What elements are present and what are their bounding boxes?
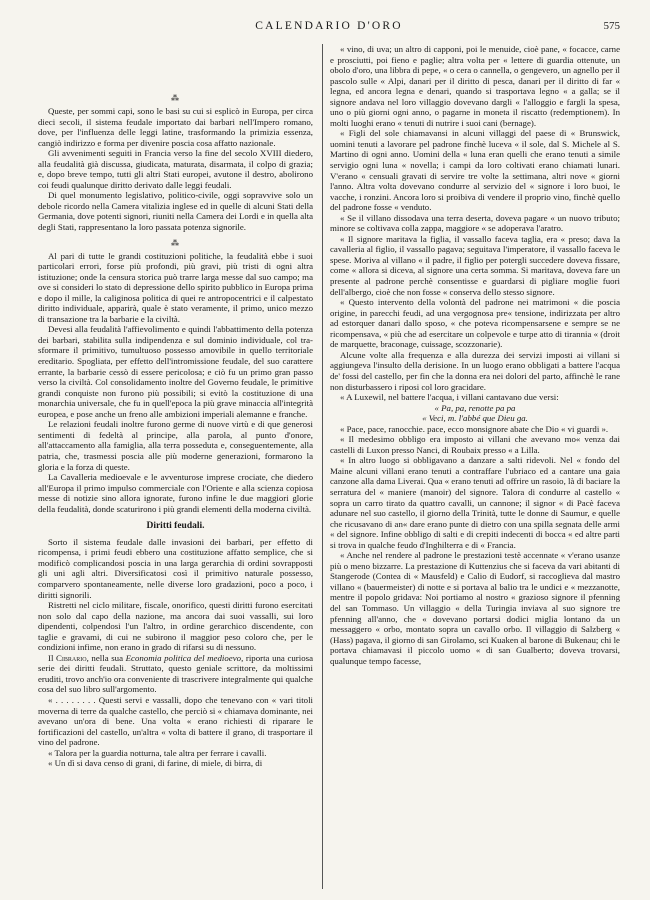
- book-title: Economia politica del medioevo: [125, 652, 242, 663]
- paragraph: Di quel monumento legislativo, politico-civile, oggi sopravvive solo un debole ricordo nella Camera vitalizia inglese ed in quelle di alcuni Stati della Germania, dove potenti signori, riuniti nella Camera dei Lordi e in quella alta degli Stati, rappresentano la loro passata potenza signorile.: [38, 190, 313, 233]
- quote-paragraph: « Se il villano dissodava una terra deserta, doveva pagare « un nuovo tributo; minore se coltivava colla zappa, maggiore « se adoperava l'aratro.: [330, 212, 620, 234]
- quote-paragraph: « In altro luogo si obbligavano a danzare a salti ridevoli. Nel « fondo del Maine alcuni villani erano tenuti a contraffare l'ubriaco ed a cantare una gaia canzone alla dama Liverai. Qua « erano tenuti ad offrire un rasoio, là di baciare la serratura del « maniere (manoir) del signore. Talora di condurre al castello « sopra un carro tirato da quattro cavalli, un cannone; il signor « di Pacè faceva adunare nel suo castello, il giorno della Trinità, tutte le donne di Saumur, e quelle che ricusavano di an« dare erano punte di dietro con una spilla segnata delle armi « del signore. Infine obbligo di salti e di crepiti indecenti di bocca « ed altre parti si trova in qualche feudo d'Inghilterra e di « Francia.: [330, 455, 620, 550]
- quote-paragraph: « Il signore maritava la figlia, il vassallo faceva taglia, era « preso; dava la cavalleria al figlio, il vassallo pagava; seguitava l'imperatore, il vassallo faceva le spese. Moriva al villano « il padre, il figlio per potergli succedere doveva fissare, come « allora si diceva, al signore una certa somma. Si maritava, doveva fare un presente al padrone perchè consentisse e guardarsi di pigliare moglie fuori dell'albergo, cioè che non fosse « conserva dello stesso signore.: [330, 233, 620, 297]
- paragraph: Al pari di tutte le grandi costituzioni politiche, la feudalità ebbe i suoi particolari errori, forse più profondi, più gravi, più tristi di ogni altra istituzione; onde la censura storica può trarre larga messe dal suo campo; ma ove si consideri lo stato di depressione dello spirito pubblico in Europa prima e dopo il mille, la caliginosa politica di quei re antropocentrici e il calpestato diritto individuale, apparirà, quale è stato veramente, il primo, unico mezzo di transazione tra la barbarie e la civiltà.: [38, 250, 313, 324]
- quote-paragraph: « Figli del sole chiamavansi in alcuni villaggi del paese di « Brunswick, uomini tenuti a lavorare pel padrone finchè luceva « il sole, dal S. Michele al S. Martino di ogni anno. Uomini della « luna eran quelli che erano tenuti a simile servigio ogni luna « novella; i campi da loro coltivati erano chiamati lunari. V'erano « censuali gravati di servire tre volte la settimana, altri nove « giorni l'anno. Altra volta dovevano condurre al servizio del « signore i loro buoi, le vacche, i ronzini. Ancora loro si proibiva di vendere il proprio vino, finchè quello del padrone fosse « venduto.: [330, 128, 620, 213]
- paragraph: Ristretti nel ciclo militare, fiscale, onorifico, questi diritti furono esercitati non solo dal capo della nazione, ma ancora dai suoi vassalli, sui loro dipendenti, colpendosi l'un l'altro, in ordine gerarchico discendente, con taglie e gravami, di cui ne subirono il maggior peso coloro che, per le condizioni infime, non erano in grado di rifarsi su di nessuno.: [38, 600, 313, 653]
- quote-paragraph: « Il medesimo obbligo era imposto ai villani che avevano mo« venza dai castelli di Luxon presso Nanci, di Roubaix presso « a Lilla.: [330, 434, 620, 455]
- verse-line: « Pa, pa, renotte pa pa: [434, 402, 516, 413]
- quote-paragraph: « vino, di uva; un altro di capponi, poi le menuide, cioè pane, « focacce, carne e prosciutti, poi fieno e paglie; altra volta per « lettere di guardia ottenute, un obolo d'oro, una libbra di pepe, « o cera o cannella, o gengevero, un agnello per il pascolo sulle « Alpi, danari per il diritto di pesca, danari per il diritto di far « legna, ed ancora legna e denari, quando si trasportava legno « a galla; se il signore andava nel loro villaggio dovevano dargli « l'alloggio e fargli la spesa, uno o più giorni ogni anno, o pagarne in moneta il riscatto (redemptionem). In molti luoghi erano « tenuti di nutrire i suoi cani (bernage).: [330, 44, 620, 128]
- paragraph: Sorto il sistema feudale dalle invasioni dei barbari, per effetto di ricompensa, i primi feudi ebbero una costituzione affatto semplice, che si modificò complicandosi poscia in una larga gerarchia di ordini sovrapposti gli uni agli altri. Diversificatosi così il primitivo naturale possesso, comparvero spontaneamente, nelle diverse loro gradazioni, poco a poco, i diritti signorili.: [38, 536, 313, 600]
- page-header: [38, 20, 620, 40]
- right-column: [330, 44, 620, 666]
- paragraph: Alcune volte alla frequenza e alla durezza dei servizi imposti ai villani si aggiungeva l'insulto della derisione. In un luogo erano obbligati a battere l'acqua de' fossi del castello, per fin che la donna era nei dolori del parto, affinchè le rane non disturbassero i riposi col loro gracidare.: [330, 349, 620, 392]
- paragraph: La Cavalleria medioevale e le avventurose imprese crociate, che diedero all'Europa il primo impulso commerciale con l'Oriente e alla scienza copiosa messe di notizie sino allora ignorate, furono infine le due maggiori glorie della feudalità, donde scaturirono i più grandi elementi della moderna civiltà.: [38, 472, 313, 514]
- paragraph: Le relazioni feudali inoltre furono germe di nuove virtù e di que generosi sentimenti di fedeltà al principe, alla parola, al punto d'onore, all'attaccamento alla famiglia, alla terra posseduta e, conseguentemente, alla patria, che, trasmessi poscia alle più moderne generazioni, formarono la gloria e la forza di queste.: [38, 419, 313, 472]
- section-heading: Diritti feudali.: [146, 521, 205, 532]
- quote-paragraph: « . . . . . . . . Questi servi e vassalli, dopo che tenevano con « vari titoli moverna di terre da qualche castello, che perciò si « chiamava dominante, nei avevano un'ora di bene. Una volta « erano richiesti di riparare le fortificazioni del castello, un'altra « volta di battere il grano, di trasportare il vino del padrone.: [38, 694, 313, 748]
- left-column: [38, 88, 313, 769]
- quote-paragraph: « Un dì si dava censo di grani, di farine, di miele, di birra, di: [48, 758, 263, 769]
- quote-paragraph: « A Luxewil, nel battere l'acqua, i villani cantavano due versi:: [340, 392, 559, 403]
- paragraph: Gli avvenimenti seguiti in Francia verso la fine del secolo XVIII diedero, alla feudalità già discussa, giudicata, maturata, disarmata, il colpo di grazia; e, dopo breve tempo, tutti gli altri Stati europei, avutone il destro, abolirono coi feudi qualunque diritto derivato dalle leggi feudali.: [38, 148, 313, 190]
- section-separator: ⁂: [171, 94, 180, 103]
- verse-line: « Veci, m. l'abbé que Dieu ga.: [422, 413, 528, 424]
- quote-paragraph: « Talora per la guardia notturna, tale altra per ferrare i cavalli.: [48, 747, 267, 758]
- quote-paragraph: « Pace, pace, ranocchie. pace, ecco monsignore abate che Dio « vi guardi ».: [340, 423, 609, 434]
- paragraph: Devesi alla feudalità l'affievolimento e quindi l'abbattimento della potenza dei barbari, stabilita sulla indipendenza e sul dominio individuale, col tra-sformare il primitivo, tumultuoso possesso amovibile in quello territoriale ereditario. Spogliata, per effetto dell'intromissione feudale, del suo carattere errante, la barbarie cessò di essere pericolosa; e ciò fu un primo gran passo verso la civiltà. Col consolidamento inoltre del Governo feudale, le primitive grandi conquiste non furono più possibili; si evitò la costituzione di una monarchia universale, che fu in quell'epoca la più grave minaccia all'integrità europea, e pose anche un freno alle ambizioni imperiali alemanne e franche.: [38, 324, 313, 419]
- quote-paragraph: « Questo intervento della volontà del padrone nei matrimoni « die poscia origine, in parecchi feudi, ad una vergognosa pre« tensione, indirizzata per altro ad estorquer danari dallo sposo, « che poteva ricompensarsene e sempre se ne ricompensava, « più che ad esercitare un colpevole e turpe atto di tirannia « (droit de marquette, braconage, cuissage, scozzonarie).: [330, 297, 620, 350]
- author-name: Cibrario: [56, 652, 87, 663]
- paragraph: Queste, per sommi capi, sono le basi su cui si esplicò in Europa, per circa dieci secoli, il sistema feudale importato dai barbari nell'Impero romano, dove, per l'influenza delle leggi latine, trasformando la primizia essenza, cangiò indirizzo e forma per divenire poscia cosa affatto nazionale.: [38, 106, 313, 148]
- quote-paragraph: « Anche nel rendere al padrone le prestazioni testè accennate « v'erano usanze più o meno bizzarre. La prestazione di Kuttenzius che si faceva da vari abitanti di Stangerode (Contea di « Mausfeld) e Calio di Eudorf, si raccoglieva dal mastro villano « (bauermeister) di notte e si portava al balio tra le undici e « mezzanotte, mentre il popolo gridava: Noi portiamo al nostro « grazioso signore il pfenning del san Tommaso. Un villaggio « della Turingia inviava al suo signore tre pfenning all'anno, che « dovevano portarsi dodici miglia lontano da un messaggero « orbo, montato sopra un cavallo orbo. Il villaggio di Salzberg « (Hass) pagava, il giorno di san Girolamo, sci Kuaken al barone di Bukenau; chi le portava chiamavasi il piccolo uomo « di san Gualberto; doveva trovarsi, qualunque tempo facesse,: [330, 550, 620, 666]
- section-separator: ⁂: [171, 238, 180, 248]
- column-divider: [322, 44, 323, 889]
- page-number: 575: [603, 20, 620, 32]
- running-title: CALENDARIO D'ORO: [255, 20, 403, 32]
- paragraph-citation: Il Cibrario, nella sua Economia politica del medioevo, riporta una curiosa serie dei diritti feudali. Struttato, questo geniale scrittore, da moltissimi eruditi, trovo anch'io ora conveniente di trascrivere integralmente qui qualche cosa del suo libro sull'argomento.: [38, 652, 313, 695]
